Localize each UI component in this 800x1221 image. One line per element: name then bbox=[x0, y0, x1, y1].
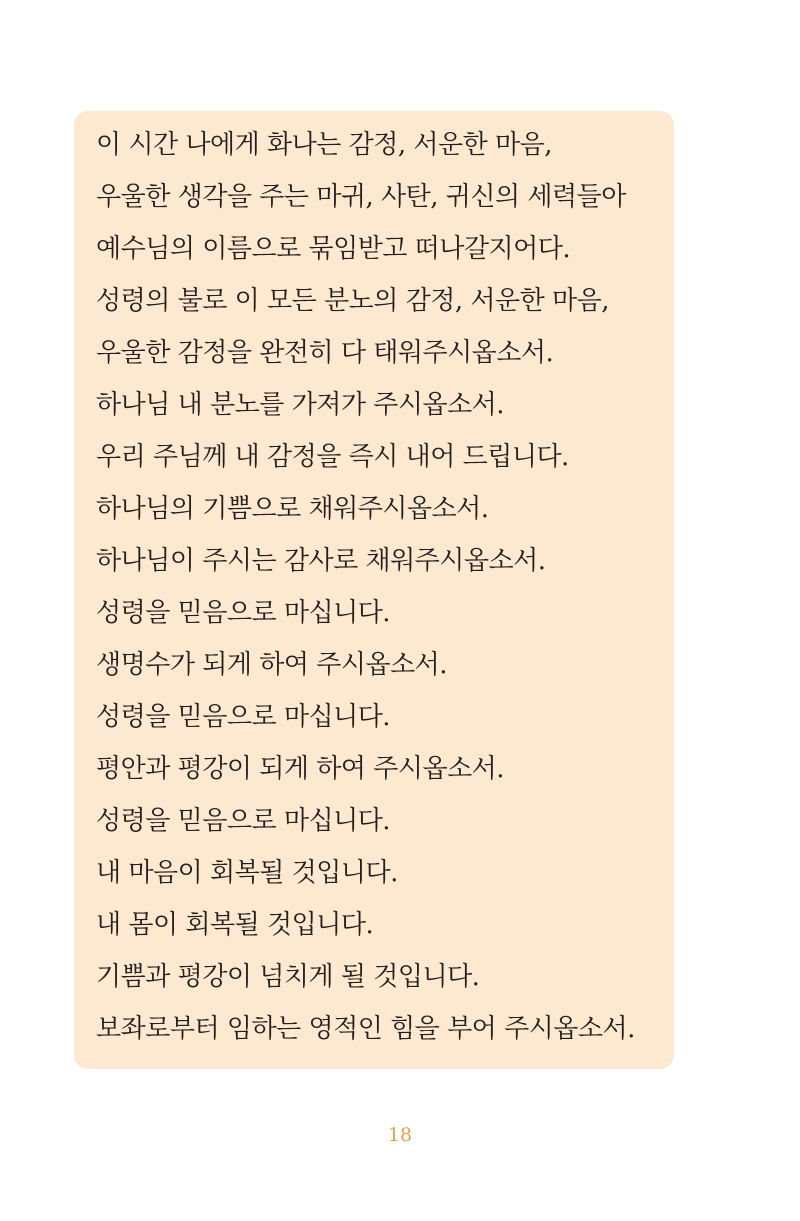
prayer-line: 성령을 믿음으로 마십니다. bbox=[96, 598, 391, 628]
prayer-line: 보좌로부터 임하는 영적인 힘을 부어 주시옵소서. bbox=[96, 1014, 635, 1044]
prayer-line: 하나님이 주시는 감사로 채워주시옵소서. bbox=[96, 546, 546, 576]
prayer-line: 이 시간 나에게 화나는 감정, 서운한 마음, bbox=[96, 130, 552, 160]
prayer-line: 성령을 믿음으로 마십니다. bbox=[96, 702, 391, 732]
prayer-line: 성령을 믿음으로 마십니다. bbox=[96, 806, 391, 836]
prayer-line: 하나님의 기쁨으로 채워주시옵소서. bbox=[96, 494, 489, 524]
prayer-line: 평안과 평강이 되게 하여 주시옵소서. bbox=[96, 754, 505, 784]
prayer-line: 우리 주님께 내 감정을 즉시 내어 드립니다. bbox=[96, 442, 569, 472]
prayer-lines bbox=[96, 123, 664, 1059]
page-number: 18 bbox=[387, 1124, 413, 1146]
prayer-line: 내 마음이 회복될 것입니다. bbox=[96, 858, 398, 888]
prayer-line: 내 몸이 회복될 것입니다. bbox=[96, 910, 374, 940]
prayer-line: 우울한 감정을 완전히 다 태워주시옵소서. bbox=[96, 338, 554, 368]
prayer-line: 기쁨과 평강이 넘치게 될 것입니다. bbox=[96, 962, 480, 992]
prayer-line: 예수님의 이름으로 묶임받고 떠나갈지어다. bbox=[96, 234, 571, 264]
prayer-box bbox=[74, 111, 674, 1069]
prayer-line: 생명수가 되게 하여 주시옵소서. bbox=[96, 650, 448, 680]
prayer-line: 성령의 불로 이 모든 분노의 감정, 서운한 마음, bbox=[96, 286, 609, 316]
prayer-line: 우울한 생각을 주는 마귀, 사탄, 귀신의 세력들아 bbox=[96, 182, 626, 212]
prayer-line: 하나님 내 분노를 가져가 주시옵소서. bbox=[96, 390, 505, 420]
